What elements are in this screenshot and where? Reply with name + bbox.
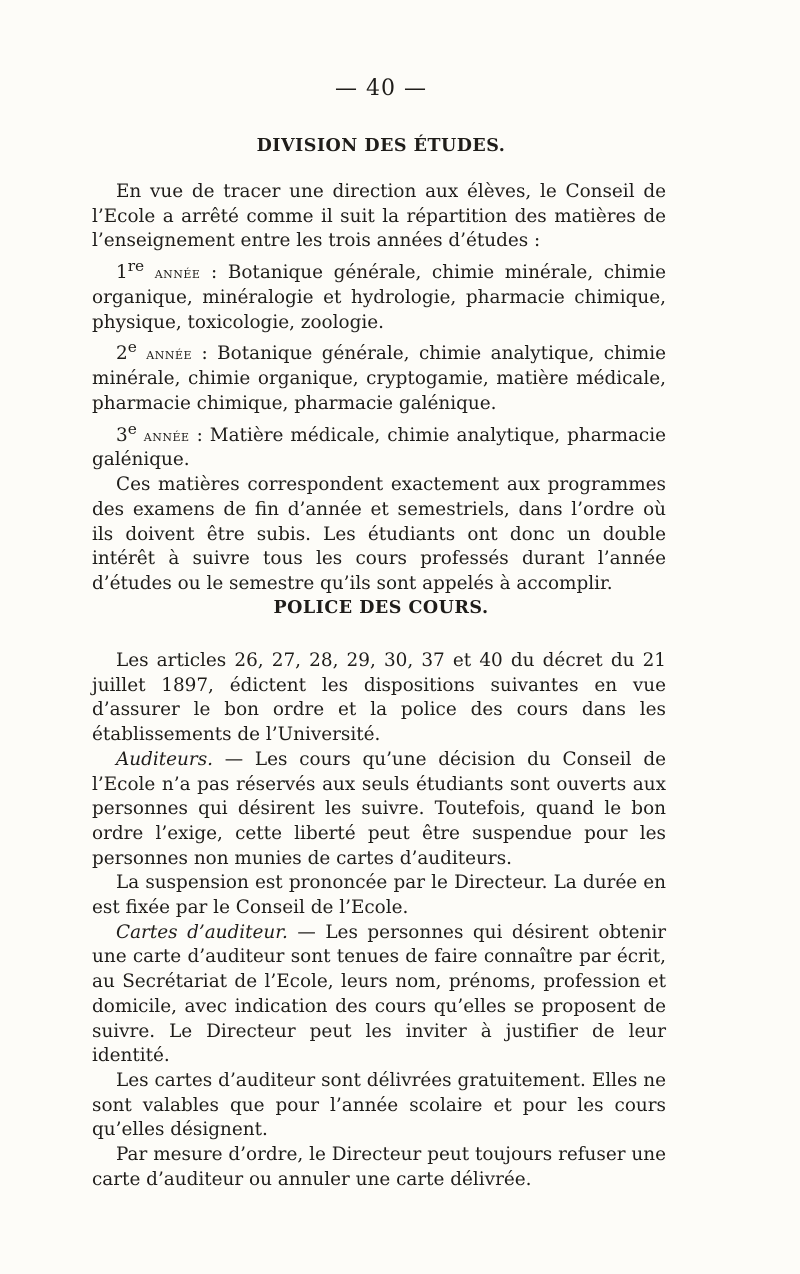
closing-paragraph: Ces matières correspondent exactement aux programmes des examens de fin d’année et semestriels, dans l’ordre où ils doivent être subis. Les étudiants ont donc un double intérêt à suivre tous les cours professés durant l’année d’études ou le semestre qu’ils sont appelés à accomplir. xyxy=(92,474,666,594)
section-title-division-des-etudes: DIVISION DES ÉTUDES. xyxy=(256,136,506,156)
year-2-number: 2 xyxy=(116,343,128,365)
year-3-subjects: : Matière médicale, chimie analytique, pharmacie galénique. xyxy=(92,424,666,471)
section-division-des-etudes xyxy=(92,180,666,597)
section-title-police-des-cours: POLICE DES COURS. xyxy=(273,598,489,618)
year-1-label: année xyxy=(154,264,201,283)
gratuite-paragraph: Les cartes d’auditeur sont délivrées gratuitement. Elles ne sont valables que pour l’année scolaire et pour les cours qu’elles désignent. xyxy=(92,1069,666,1141)
year-2-paragraph xyxy=(92,335,666,416)
year-3-paragraph xyxy=(92,417,666,474)
year-3-number: 3 xyxy=(116,424,128,446)
suspension-paragraph: La suspension est prononcée par le Directeur. La durée en est fixée par le Conseil de l’Ecole. xyxy=(92,872,666,919)
year-1-paragraph xyxy=(92,254,666,335)
cartes-text: — Les personnes qui désirent obtenir une carte d’auditeur sont tenues de faire connaître par écrit, au Secrétariat de l’Ecole, leurs nom, prénoms, profession et domicile, avec indication des cours qu’elles se proposent de suivre. Le Directeur peut les inviter à justifier de leur identité. xyxy=(92,921,666,1067)
section-police-des-cours xyxy=(92,649,666,1192)
year-2-label: année xyxy=(146,345,193,364)
year-1-number: 1 xyxy=(116,262,128,284)
cartes-label: Cartes d’auditeur. xyxy=(116,921,288,943)
year-3-label: année xyxy=(143,426,190,445)
year-1-subjects: : Botanique générale, chimie minérale, chimie organique, minéralogie et hydrologie, pharmacie chimique, physique, toxicologie, zoologie. xyxy=(92,262,666,333)
articles-paragraph: Les articles 26, 27, 28, 29, 30, 37 et 40 du décret du 21 juillet 1897, édictent les dispositions suivantes en vue d’assurer le bon ordre et la police des cours dans les établissements de l’Université. xyxy=(92,650,666,746)
intro-paragraph: En vue de tracer une direction aux élèves, le Conseil de l’Ecole a arrêté comme il suit la répartition des matières de l’enseignement entre les trois années d’études : xyxy=(92,181,666,252)
auditeurs-text: — Les cours qu’une décision du Conseil de l’Ecole n’a pas réservés aux seuls étudiants sont ouverts aux personnes qui désirent les suivre. Toutefois, quand le bon ordre l’exige, cette liberté peut être suspendue pour les personnes non munies de cartes d’auditeurs. xyxy=(92,748,666,869)
auditeurs-paragraph xyxy=(92,748,666,872)
auditeurs-label: Auditeurs. xyxy=(116,748,213,770)
refus-paragraph: Par mesure d’ordre, le Directeur peut toujours refuser une carte d’auditeur ou annuler une carte délivrée. xyxy=(92,1144,666,1190)
year-2-subjects: : Botanique générale, chimie analytique, chimie minérale, chimie organique, cryptogamie, matière médicale, pharmacie chimique, pharmacie galénique. xyxy=(92,343,666,414)
page-number: — 40 — xyxy=(335,76,427,101)
year-2-ordinal: e xyxy=(127,338,137,357)
year-1-ordinal: re xyxy=(127,257,145,276)
cartes-paragraph xyxy=(92,921,666,1069)
year-3-ordinal: e xyxy=(127,419,137,438)
